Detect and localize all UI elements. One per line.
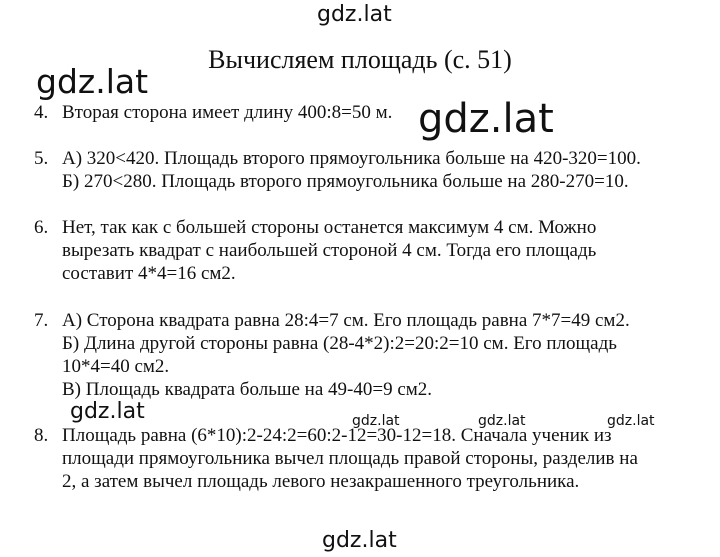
text-line: Площадь равна (6*10):2-24:2=60:2-12=30-12=18. Сначала ученик из <box>62 425 612 446</box>
watermark-small: gdz.lat <box>478 413 526 429</box>
exercise-number: 5. <box>34 148 49 169</box>
exercise-text <box>62 147 641 193</box>
text-line: составит 4*4=16 см2. <box>62 263 236 284</box>
text-line: площади прямоугольника вычел площадь правой стороны, разделив на <box>62 448 638 469</box>
watermark-large-left: gdz.lat <box>36 62 149 101</box>
exercise-text <box>62 101 392 124</box>
text-line: 10*4=40 см2. <box>62 356 170 377</box>
text-line: Б) 270<280. Площадь второго прямоугольника больше на 280-270=10. <box>62 171 629 192</box>
text-line: В) Площадь квадрата больше на 49-40=9 см2. <box>62 379 433 400</box>
exercise-text <box>62 424 638 493</box>
exercise-text <box>62 216 596 285</box>
watermark-large-right: gdz.lat <box>418 96 554 142</box>
watermark-top: gdz.lat <box>317 2 392 27</box>
exercise-number: 4. <box>34 102 49 123</box>
watermark-small: gdz.lat <box>607 413 655 429</box>
exercise-number: 7. <box>34 310 49 331</box>
text-line: Вторая сторона имеет длину 400:8=50 м. <box>62 102 393 123</box>
watermark-small: gdz.lat <box>352 413 400 429</box>
text-line: 2, а затем вычел площадь левого незакрашенного треугольника. <box>62 471 580 492</box>
page-title: Вычисляем площадь (с. 51) <box>208 45 512 74</box>
watermark-middle: gdz.lat <box>70 399 145 424</box>
exercise-number: 6. <box>34 217 49 238</box>
exercise-number: 8. <box>34 425 49 446</box>
watermark-bottom: gdz.lat <box>322 528 397 553</box>
text-line: А) 320<420. Площадь второго прямоугольника больше на 420-320=100. <box>62 148 641 169</box>
exercise-text <box>62 309 630 401</box>
text-line: вырезать квадрат с наибольшей стороной 4 см. Тогда его площадь <box>62 240 597 261</box>
text-line: А) Сторона квадрата равна 28:4=7 см. Его площадь равна 7*7=49 см2. <box>62 310 630 331</box>
text-line: Б) Длина другой стороны равна (28-4*2):2=20:2=10 см. Его площадь <box>62 333 617 354</box>
text-line: Нет, так как с большей стороны останется максимум 4 см. Можно <box>62 217 597 238</box>
